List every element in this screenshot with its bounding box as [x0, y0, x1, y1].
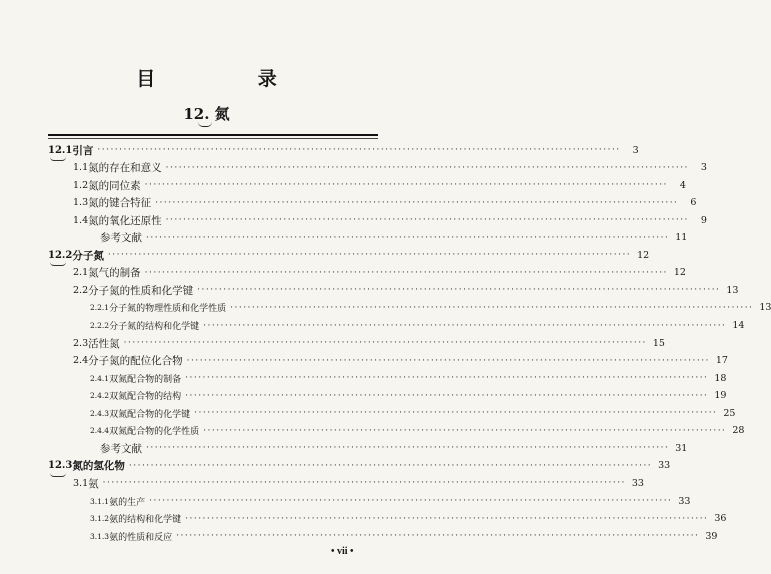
toc-entry-page: 31 — [675, 442, 688, 454]
toc-entry-number: 12.3 — [48, 460, 73, 472]
toc-entry-title: 分子氮的物理性质和化学性质 — [109, 304, 227, 315]
toc-entry-page: 11 — [675, 232, 688, 244]
dot-leader: ························································································································ — [155, 197, 679, 208]
dot-leader: ························································································································ — [107, 250, 632, 261]
toc-entry-page: 33 — [678, 495, 691, 507]
toc-entry-page: 36 — [714, 513, 727, 525]
toc-entry-page: 33 — [658, 460, 671, 472]
toc-entry-number: 2.1 — [73, 267, 89, 279]
toc-entry-title: 氮的存在和意义 — [88, 162, 162, 175]
toc-entry-number: 1.2 — [73, 179, 89, 191]
section-number-underline — [50, 262, 66, 266]
page-title: 目 录 — [136, 68, 325, 90]
toc-entry-number: 3.1.3 — [90, 531, 110, 541]
toc-entry-title: 双氮配合物的结构 — [109, 392, 182, 403]
dot-leader: ························································································································ — [203, 320, 727, 331]
toc-entry-page: 13 — [726, 284, 739, 296]
toc-entry-number: 3.1.1 — [90, 496, 110, 506]
toc-entry-title: 引言 — [72, 144, 94, 157]
toc-entry-page: 3 — [632, 144, 639, 156]
header-rule-thick — [48, 134, 378, 136]
header-rule-thin — [48, 138, 378, 139]
dot-leader: ························································································································ — [197, 285, 721, 296]
toc-entry-number: 2.4.4 — [90, 426, 110, 436]
toc-entry-title: 双氮配合物的化学键 — [109, 409, 191, 420]
toc-entry-page: 33 — [631, 477, 644, 489]
toc-entry-number: 12.2 — [48, 249, 73, 261]
chapter-title-text: 12. 氮 — [183, 105, 230, 123]
toc-entry-page: 3 — [700, 162, 707, 174]
toc-entry-title: 氮的同位素 — [88, 179, 141, 192]
toc-entry-title: 氮的氢化物 — [72, 460, 125, 473]
toc-entry-page: 28 — [732, 425, 745, 437]
dot-leader: ························································································································ — [128, 460, 653, 471]
toc-entry-title: 分子氮的配位化合物 — [88, 355, 183, 368]
toc-entry-page: 18 — [714, 372, 727, 384]
toc-entry-number: 1.3 — [73, 197, 89, 209]
toc-entry-number: 2.4.1 — [90, 373, 110, 383]
toc-entry-title: 双氮配合物的化学性质 — [109, 427, 200, 438]
toc-entry-title: 氨的生产 — [109, 497, 146, 508]
toc-entry-title: 氨 — [88, 477, 99, 490]
dot-leader: ························································································································ — [185, 513, 709, 524]
toc-entry-number: 1.4 — [73, 214, 89, 226]
dot-leader: ························································································································ — [165, 162, 689, 173]
toc-entry-title: 氮气的制备 — [88, 267, 141, 280]
dot-leader: ························································································································ — [194, 408, 718, 419]
toc-entry-number: 3.1 — [73, 477, 89, 489]
toc-entry-page: 12 — [637, 249, 650, 261]
toc-entry-title: 参考文献 — [100, 442, 142, 455]
toc-entry-page: 25 — [723, 407, 736, 419]
dot-leader: ························································································································ — [102, 478, 626, 489]
toc-entry-page: 39 — [705, 530, 718, 542]
toc-entry-number: 2.4.2 — [90, 391, 110, 401]
toc-entry-number: 1.1 — [73, 162, 89, 174]
toc-entry-title: 分子氮 — [72, 249, 104, 262]
dot-leader: ························································································································ — [146, 232, 670, 243]
toc-entry-page: 14 — [732, 320, 745, 331]
dot-leader: ························································································································ — [144, 267, 668, 278]
toc-entry-title: 氨的结构和化学键 — [109, 515, 182, 526]
dot-leader: ························································································································ — [123, 338, 647, 349]
section-number-underline — [50, 473, 66, 477]
toc-entry-title: 氮的键合特征 — [88, 197, 152, 210]
toc-entry-number: 2.2.1 — [90, 303, 110, 313]
toc-entry-title: 活性氮 — [88, 337, 120, 350]
toc-entry-title: 双氮配合物的制备 — [109, 374, 182, 385]
toc-entry-number: 2.4.3 — [90, 408, 110, 418]
toc-entry-page: 9 — [700, 214, 707, 226]
page-number-footer: • vii • — [331, 546, 354, 557]
toc-entry-page: 13 — [759, 302, 771, 314]
toc-entry-page: 17 — [715, 355, 728, 367]
toc-entry-page: 12 — [673, 267, 686, 279]
toc-entry-title: 参考文献 — [100, 232, 142, 245]
toc-entry-number: 2.3 — [73, 337, 89, 349]
toc-entry-number: 3.1.2 — [90, 514, 110, 524]
chapter-title-underline — [198, 122, 212, 127]
toc-entry[interactable] — [90, 526, 718, 546]
dot-leader: ························································································································ — [186, 355, 710, 366]
dot-leader: ························································································································ — [230, 302, 754, 313]
dot-leader: ························································································································ — [144, 180, 668, 191]
toc-entry-number: 2.4 — [73, 355, 89, 367]
toc-entry-page: 19 — [714, 390, 727, 402]
toc-entry-page: 6 — [690, 197, 697, 209]
toc-entry-number: 12.1 — [48, 144, 73, 156]
dot-leader: ························································································································ — [146, 443, 670, 454]
section-number-underline — [50, 157, 66, 161]
dot-leader: ························································································································ — [149, 496, 673, 506]
dot-leader: ························································································································ — [185, 390, 709, 401]
dot-leader: ························································································································ — [185, 373, 709, 384]
toc-entry-number: 2.2 — [73, 284, 89, 296]
dot-leader: ························································································································ — [176, 531, 700, 542]
toc-entry-page: 4 — [679, 179, 686, 191]
toc-entry-title: 分子氮的性质和化学键 — [88, 284, 194, 297]
chapter-title — [0, 103, 413, 124]
dot-leader: ························································································································ — [203, 425, 727, 436]
toc-entry-title: 氨的性质和反应 — [109, 532, 173, 543]
toc-entry-title: 分子氮的结构和化学键 — [109, 322, 200, 332]
toc-entry-page: 15 — [652, 337, 665, 349]
dot-leader: ························································································································ — [165, 215, 689, 226]
toc-entry-title: 氮的氧化还原性 — [88, 214, 162, 227]
toc-entry-number: 2.2.2 — [90, 321, 110, 330]
dot-leader: ························································································································ — [97, 145, 621, 155]
